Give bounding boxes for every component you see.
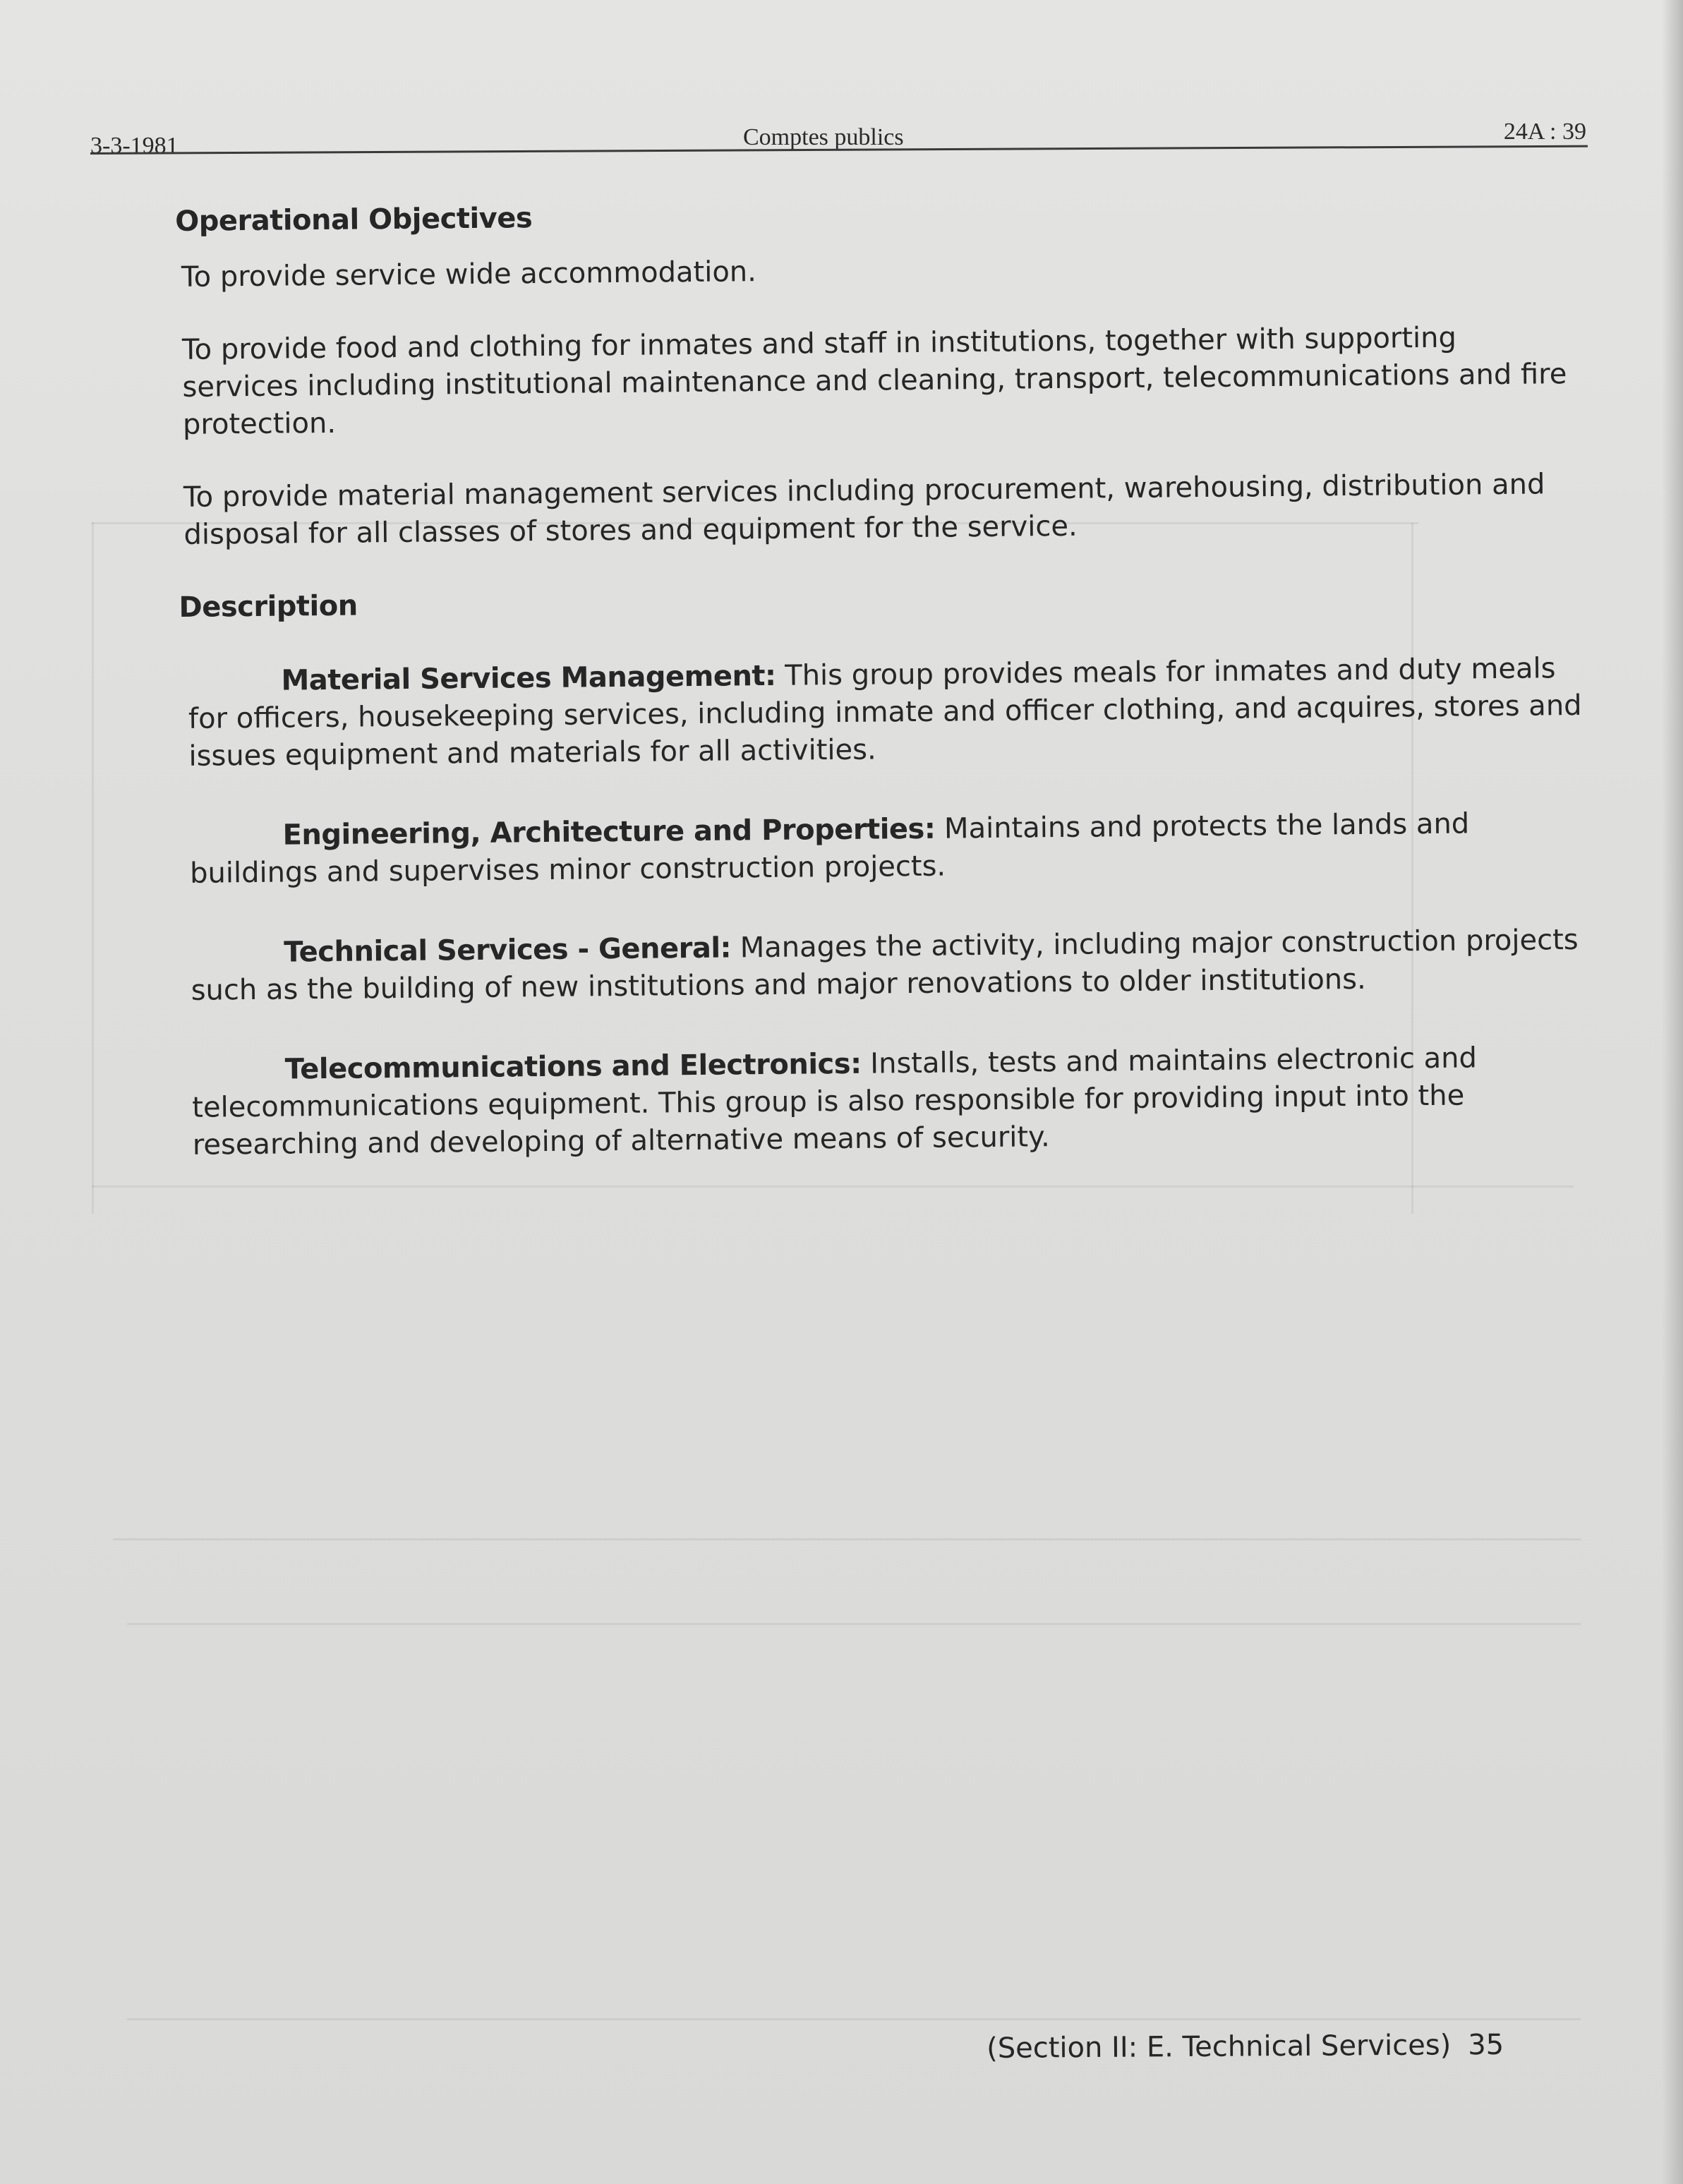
description-item <box>189 804 1586 893</box>
description-item-title: Telecommunications and Electronics: <box>284 1047 862 1086</box>
description-item-title: Technical Services - General: <box>283 931 732 969</box>
header-title: Comptes publics <box>743 124 904 150</box>
bleed-through-rule <box>127 2018 1581 2020</box>
objective-paragraph: To provide service wide accommodation. <box>181 255 757 294</box>
header-page-ref: 24A : 39 <box>1503 119 1586 145</box>
bleed-through-rule <box>127 1623 1581 1625</box>
description-item-text: Maintains and protects the lands and buildings and supervises minor construction projects. <box>189 807 1470 890</box>
description-item-title: Engineering, Architecture and Properties: <box>282 812 936 852</box>
footer-section-label: (Section II: E. Technical Services) <box>987 2029 1452 2065</box>
page-footer <box>987 2029 1504 2065</box>
description-item-text: This group provides meals for inmates and duty meals for officers, housekeeping services, including inmate and officer clothing, and acquires, stores and issues equipment and materials for all activities. <box>188 652 1582 773</box>
description-heading: Description <box>179 589 358 624</box>
bleed-through-rule <box>113 1538 1581 1540</box>
objective-paragraph: To provide material management services including procurement, warehousing, distribution and disposal for all classes of stores and equipment for the service. <box>183 468 1545 551</box>
description-item <box>188 650 1584 776</box>
main-content <box>175 190 1589 1207</box>
description-item <box>191 922 1587 1010</box>
description-item-text: Manages the activity, including major construction projects such as the building of new institutions and major renovations to older institutions. <box>191 923 1579 1007</box>
description-item-text: Installs, tests and maintains electronic and telecommunications equipment. This group is also responsible for providing input into the researching and developing of alternative means of security. <box>192 1042 1478 1162</box>
objective-paragraph: To provide food and clothing for inmates and staff in institutions, together with supporting services including institutional maintenance and cleaning, transport, telecommunications and fire protection. <box>181 321 1567 441</box>
header-date: 3-3-1981 <box>90 133 179 159</box>
bleed-through-rule <box>92 522 94 1214</box>
footer-page-number: 35 <box>1468 2028 1504 2062</box>
operational-objectives-heading: Operational Objectives <box>175 202 533 238</box>
page-edge-shadow <box>1662 0 1683 2184</box>
description-item-title: Material Services Management: <box>281 659 776 697</box>
description-item <box>192 1039 1588 1164</box>
